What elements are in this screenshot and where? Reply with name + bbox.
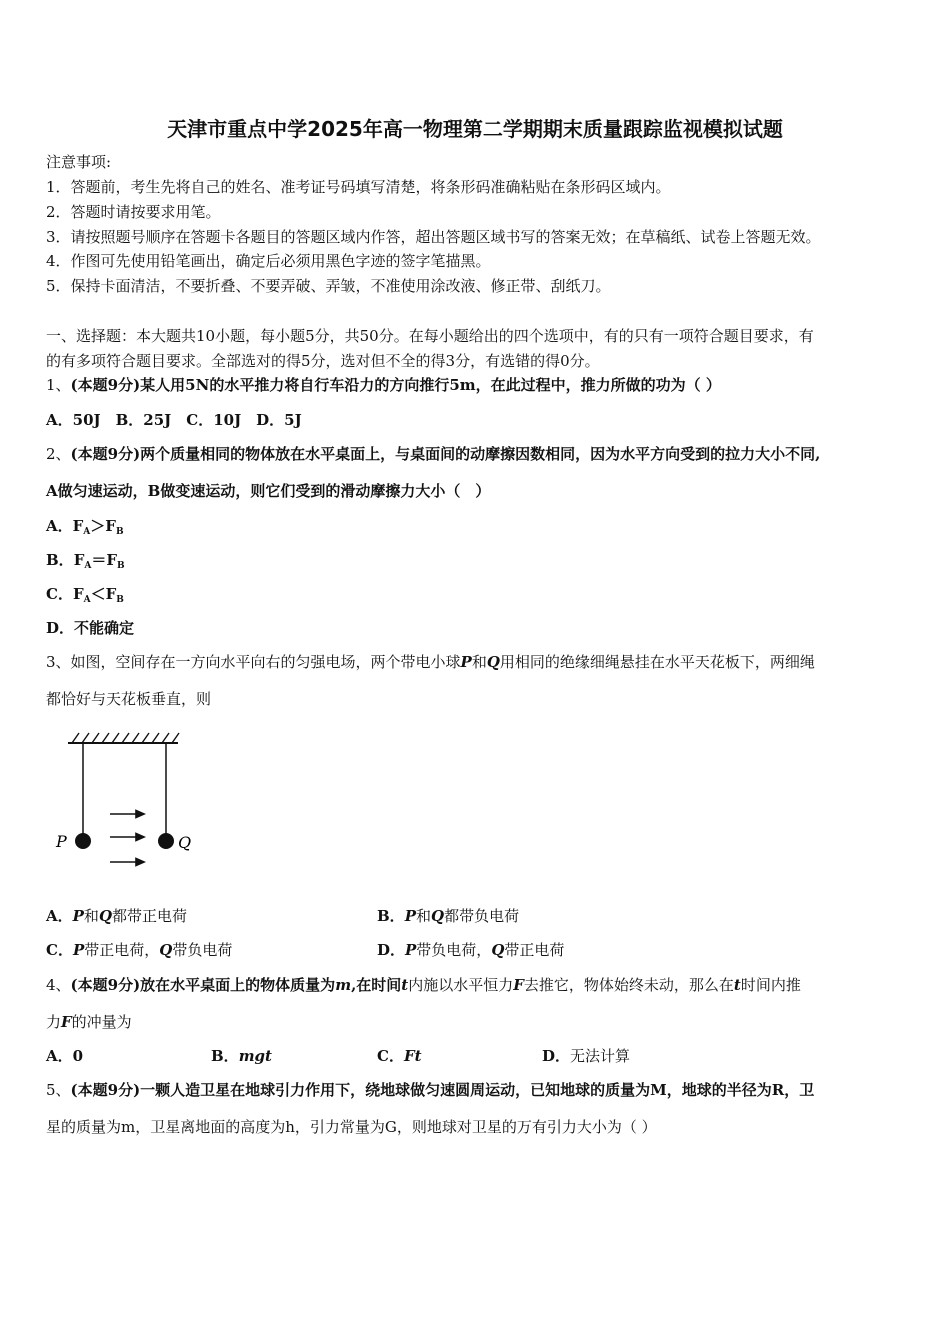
option-a: A．$F_A>F_B$ [46,517,124,537]
label-q: Q [178,833,192,852]
section-heading: 一、选择题：本大题共10小题，每小题5分，共50分。在每小题给出的四个选项中，有的只有一项符合题目要求，有 [46,327,814,345]
option-b: B．mgt [211,1047,272,1065]
question-number: 2、 [46,445,71,463]
ball-q [158,833,174,849]
option-d: D．不能确定 [46,619,135,637]
question-4: 4、(本题9分)放在水平桌面上的物体质量为m,在时间t内施以水平恒力F去推它，物体始终未动，那么在t时间内推 [46,976,801,994]
notice-item: 4．作图可先使用铅笔画出，确定后必须用黑色字迹的签字笔描黑。 [46,252,491,270]
question-3-text-cont: 都恰好与天花板垂直，则 [46,690,212,708]
notice-item: 2．答题时请按要求用笔。 [46,203,221,221]
question-text: (本题9分)某人用5N的水平推力将自行车沿力的方向推行5m，在此过程中，推力所做的功为（ ） [70,376,721,394]
section-heading-cont: 的有多项符合题目要求。全部选对的得5分，选对但不全的得3分，有选错的得0分。 [46,352,600,370]
option-c: C．P带正电荷，Q带负电荷 [46,941,233,959]
notice-heading: 注意事项: [46,153,112,171]
question-1 [46,375,721,395]
question-1-options: A．50J B．25J C．10J D．5J [46,411,302,429]
label-p: P [56,832,67,851]
question-5-text-cont: 星的质量为m，卫星离地面的高度为h，引力常量为G，则地球对卫星的万有引力大小为（ ） [46,1118,657,1136]
option-d: D．无法计算 [542,1047,631,1065]
notice-item: 5．保持卡面清洁，不要折叠、不要弄破、弄皱，不准使用涂改液、修正带、刮纸刀。 [46,277,611,295]
option-c: C．$F_A<F_B$ [46,585,124,605]
option-a: A．0 [46,1047,84,1065]
option-b: B．$F_A=F_B$ [46,551,125,571]
page-title: 天津市重点中学2025年高一物理第二学期期末质量跟踪监视模拟试题 [167,117,783,141]
option-b: B．P和Q都带负电荷 [377,907,520,925]
notice-item: 3．请按照题号顺序在答题卡各题目的答题区域内作答，超出答题区域书写的答案无效；在草稿纸、试卷上答题无效。 [46,228,821,246]
option-d: D．P带负电荷，Q带正电荷 [377,941,565,959]
ball-p [75,833,91,849]
notice-item: 1．答题前，考生先将自己的姓名、准考证号码填写清楚，将条形码准确粘贴在条形码区域内。 [46,178,671,196]
question-5: 5、(本题9分)一颗人造卫星在地球引力作用下，绕地球做匀速圆周运动，已知地球的质量为M，地球的半径为R，卫 [46,1081,815,1099]
option-a: A．P和Q都带正电荷 [46,907,188,925]
question-2 [46,444,820,464]
option-c: C．Ft [377,1047,422,1065]
field-arrows [110,811,144,866]
question-2-text-cont: A做匀速运动，B做变速运动，则它们受到的滑动摩擦力大小（ ） [46,482,491,500]
question-text: (本题9分)两个质量相同的物体放在水平桌面上，与桌面间的动摩擦因数相同，因为水平方向受到的拉力大小不同, [70,445,821,463]
pendulum-figure [52,726,207,876]
question-4-text-cont: 力F的冲量为 [46,1013,132,1031]
question-3: 3、如图，空间存在一方向水平向右的匀强电场，两个带电小球P和Q用相同的绝缘细绳悬挂在水平天花板下，两细绳 [46,653,815,671]
question-number: 1、 [46,376,71,394]
